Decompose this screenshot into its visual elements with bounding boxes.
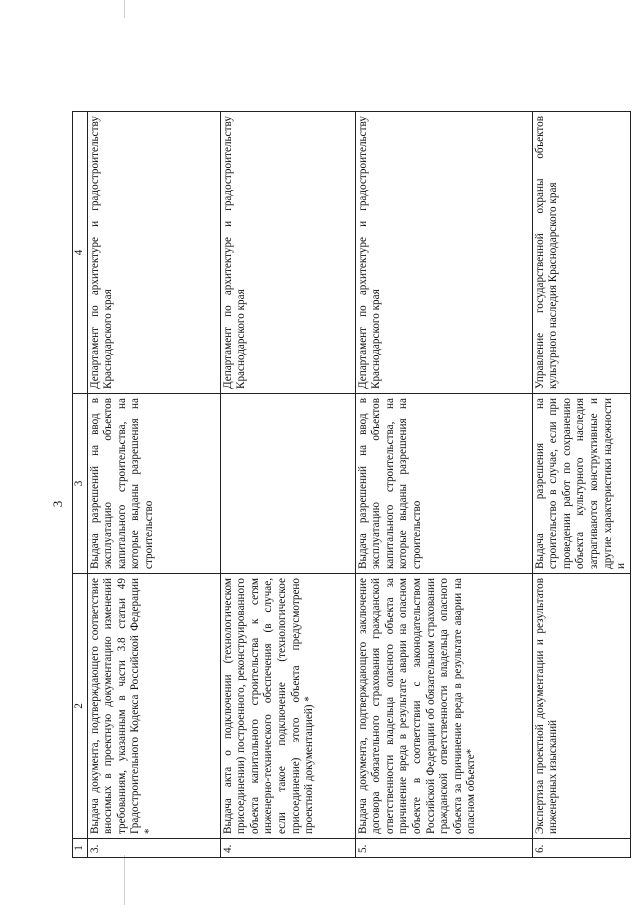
related-service-cell: Выдача разрешения на строительство в случае, если при проведении работ по сохранению объекта культурного наследия затрагиваются конструктивные и другие характеристики надежности и [532, 394, 630, 574]
page-number: 3 [50, 500, 65, 508]
related-service-cell: Выдача разрешений на ввод в эксплуатацию объектов капитального строительства, на которые выданы разрешения на строительство [87, 394, 220, 574]
header-col-1: 1 [73, 839, 88, 858]
row-number: 3. [87, 839, 220, 858]
header-col-3: 3 [73, 394, 88, 574]
service-cell: Экспертиза проектной документации и результатов инженерных изысканий [532, 574, 630, 839]
related-service-cell [220, 394, 355, 574]
document-page [24, 0, 627, 905]
service-cell: Выдача документа, подтверждающего заключение договора обязательного страхования гражданской ответственности владельца опасного объекта за причинение вреда в результате аварии на опасном объекте в соответствии с законодательством Российской Федерации об обязательном страховании гражданской ответственности владельца опасного объекта за причинение вреда в результате аварии на опасном объекте* [355, 574, 532, 839]
service-cell: Выдача документа, подтверждающего соответствие вносимых в проектную документацию изменений требованиям, указанным в части 3.8 статьи 49 Градостроительного Кодекса Российской Федерации * [87, 574, 220, 839]
authority-cell: Управление государственной охраны объектов культурного наследия Краснодарского края [532, 112, 630, 394]
table-row [220, 112, 355, 858]
related-service-cell: Выдача разрешений на ввод в эксплуатацию объектов капитального строительства, на которые выданы разрешения на строительство [355, 394, 532, 574]
service-cell: Выдача акта о подключении (технологическом присоединении) построенного, реконструированного объекта капитального строительства к сетям инженерно-технического обеспечения (в случае, если такое подключение (технологическое присоединение) этого объекта предусмотрено проектной документацией) * [220, 574, 355, 839]
table-row [355, 112, 532, 858]
sheet [24, 103, 627, 905]
table-row [87, 112, 220, 858]
header-col-2: 2 [73, 574, 88, 839]
authority-cell: Департамент по архитектуре и градостроительству Краснодарского края [355, 112, 532, 394]
authority-cell: Департамент по архитектуре и градостроительству Краснодарского края [220, 112, 355, 394]
services-table [72, 111, 631, 858]
header-col-4: 4 [73, 112, 88, 394]
table-header-row [73, 112, 88, 858]
row-number: 4. [220, 839, 355, 858]
row-number: 6. [532, 839, 630, 858]
table-row [532, 112, 630, 858]
row-number: 5. [355, 839, 532, 858]
authority-cell: Департамент по архитектуре и градостроительству Краснодарского края [87, 112, 220, 394]
rotated-sheet [24, 103, 627, 905]
